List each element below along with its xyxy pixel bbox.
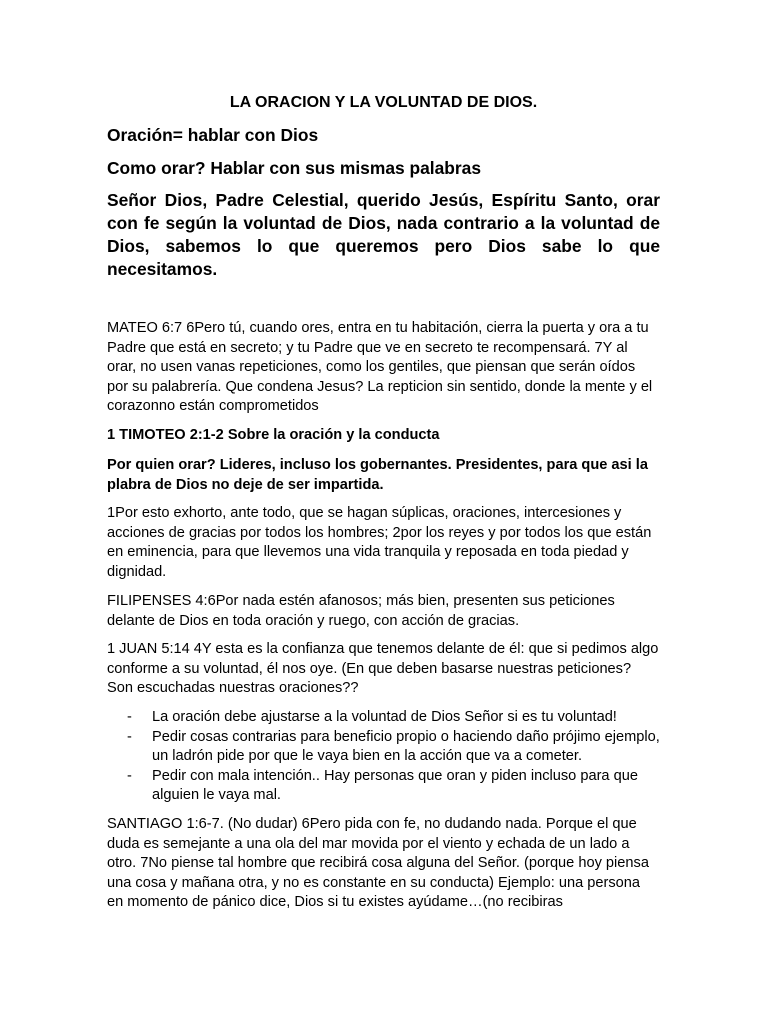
document-title: LA ORACION Y LA VOLUNTAD DE DIOS. xyxy=(229,94,538,111)
bullet-list xyxy=(107,708,660,806)
list-item-text: La oración debe ajustarse a la voluntad de Dios Señor si es tu voluntad! xyxy=(152,709,617,725)
paragraph-juan: 1 JUAN 5:14 4Y esta es la confianza que tenemos delante de él: que si pedimos algo conforme a su voluntad, él nos oye. (En que deben basarse nuestras peticiones? Son escuchadas nuestras oraciones?? xyxy=(107,641,659,696)
bullet-dash: - xyxy=(127,709,132,725)
heading-oracion: Oración= hablar con Dios xyxy=(107,125,319,145)
list-item xyxy=(107,708,660,728)
list-item xyxy=(107,728,660,767)
bullet-dash: - xyxy=(127,728,132,745)
list-item-text: Pedir cosas contrarias para beneficio propio o haciendo daño prójimo ejemplo, un ladrón pide por que le vaya bien en la acción que va a cometer. xyxy=(152,728,660,764)
paragraph-por-quien-orar: Por quien orar? Lideres, incluso los gobernantes. Presidentes, para que asi la plabra de Dios no deje de ser impartida. xyxy=(107,457,648,493)
heading-senor-dios: Señor Dios, Padre Celestial, querido Jesús, Espíritu Santo, orar con fe según la voluntad de Dios, nada contrario a la voluntad de Dios, sabemos lo que queremos pero Dios sabe lo que necesitamos. xyxy=(107,190,660,279)
heading-timoteo: 1 TIMOTEO 2:1-2 Sobre la oración y la conducta xyxy=(107,427,440,443)
paragraph-filipenses: FILIPENSES 4:6Por nada estén afanosos; más bien, presenten sus peticiones delante de Dios en toda oración y ruego, con acción de gracias. xyxy=(107,593,615,629)
paragraph-santiago: SANTIAGO 1:6-7. (No dudar) 6Pero pida con fe, no dudando nada. Porque el que duda es semejante a una ola del mar movida por el viento y echada de un lado a otro. 7No piense tal hombre que recibirá cosa alguna del Señor. (porque hoy piensa una cosa y mañana otra, y no es constante en su conducta) Ejemplo: una persona en momento de pánico dice, Dios si tu existes ayúdame…(no recibiras xyxy=(107,816,649,910)
paragraph-mateo: MATEO 6:7 6Pero tú, cuando ores, entra en tu habitación, cierra la puerta y ora a tu Padre que está en secreto; y tu Padre que ve en secreto te recompensará. 7Y al orar, no usen vanas repeticiones, como los gentiles, que piensan que serán oídos por su palabrería. Que condena Jesus? La repticion sin sentido, donde la mente y el corazonno están comprometidos xyxy=(107,320,653,414)
paragraph-timoteo-text: 1Por esto exhorto, ante todo, que se hagan súplicas, oraciones, intercesiones y acciones de gracias por todos los hombres; 2por los reyes y por todos los que están en eminencia, para que llevemos una vida tranquila y reposada en toda piedad y dignidad. xyxy=(107,505,652,580)
list-item xyxy=(107,767,660,806)
bullet-dash: - xyxy=(127,767,132,784)
list-item-text: Pedir con mala intención.. Hay personas que oran y piden incluso para que alguien le vaya mal. xyxy=(152,767,638,803)
heading-como-orar: Como orar? Hablar con sus mismas palabras xyxy=(107,158,482,178)
